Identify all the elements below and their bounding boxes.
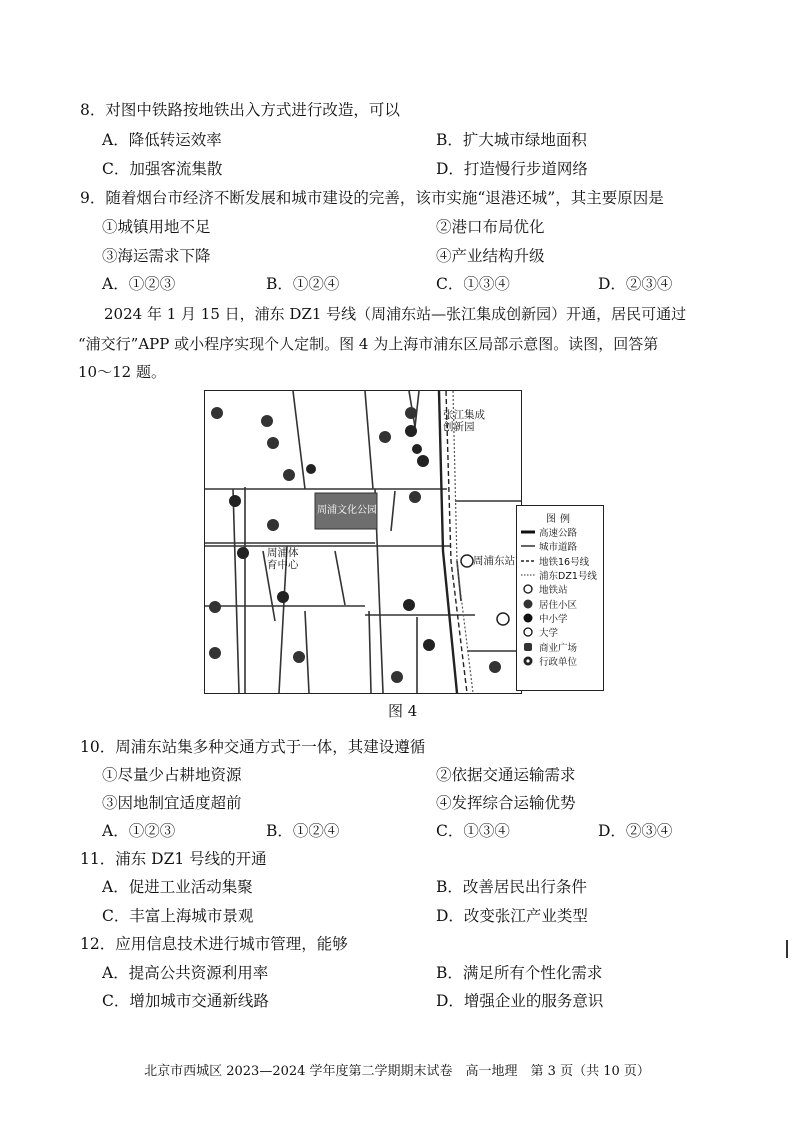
q9-item-3: ③海运需求下降	[102, 247, 211, 265]
legend-item	[517, 539, 603, 553]
q9-option-c: C．①③④	[436, 275, 510, 293]
legend-item	[517, 525, 603, 539]
q8-option-c: C．加强客流集散	[102, 160, 223, 178]
q8-stem: 8．对图中铁路按地铁出入方式进行改造，可以	[80, 101, 400, 119]
legend-label: 大学	[539, 628, 559, 640]
q12-option-c: C．增加城市交通新线路	[102, 992, 269, 1010]
q9-option-b: B．①②④	[266, 275, 340, 293]
q9-option-d: D．②③④	[598, 275, 673, 293]
label-park: 周浦文化公园	[317, 505, 377, 516]
q9-item-4: ④产业结构升级	[436, 247, 545, 265]
q12-stem: 12．应用信息技术进行城市管理，能够	[80, 935, 348, 953]
residential-markers	[209, 407, 501, 683]
legend-label: 行政单位	[539, 656, 578, 668]
metro-line-16	[446, 391, 467, 693]
q11-option-d: D．改变张江产业类型	[436, 907, 588, 925]
label-sports-2: 育中心	[267, 559, 299, 571]
highway-line-icon	[521, 527, 535, 537]
q8-option-b: B．扩大城市绿地面积	[436, 131, 587, 149]
legend-item	[517, 611, 603, 625]
legend-item	[517, 625, 603, 639]
q10-item-1: ①尽量少占耕地资源	[102, 766, 242, 784]
legend-label: 城市道路	[539, 542, 578, 554]
label-zhangjiang-2: 创新园	[443, 421, 475, 433]
metro-station-marker	[461, 555, 473, 567]
q9-item-2: ②港口布局优化	[436, 218, 545, 236]
map-drawing	[205, 391, 521, 693]
q12-option-a: A．提高公共资源利用率	[102, 964, 269, 982]
q11-stem: 11．浦东 DZ1 号线的开通	[80, 850, 267, 868]
admin-markers	[229, 464, 435, 651]
q10-item-2: ②依据交通运输需求	[436, 766, 576, 784]
legend-item	[517, 582, 603, 596]
map-legend	[516, 505, 604, 691]
legend-label: 居住小区	[539, 599, 578, 611]
q9-stem: 9．随着烟台市经济不断发展和城市建设的完善，该市实施“退港还城”，其主要原因是	[80, 189, 664, 207]
legend-item	[517, 568, 603, 582]
q9-item-1: ①城镇用地不足	[102, 218, 211, 236]
legend-title: 图例	[546, 514, 574, 525]
map-figure	[204, 390, 522, 694]
legend-item	[517, 654, 603, 668]
legend-label: 地铁站	[539, 585, 568, 597]
label-station: 周浦东站	[473, 555, 515, 567]
q9-option-a: A．①②③	[102, 275, 176, 293]
legend-label: 中小学	[539, 613, 568, 625]
legend-label: 高速公路	[539, 528, 578, 540]
q8-option-a: A．降低转运效率	[102, 131, 222, 149]
residential-icon	[521, 599, 535, 609]
legend-item	[517, 596, 603, 610]
q10-option-c: C．①③④	[436, 822, 510, 840]
school-icon	[521, 613, 535, 623]
intro-line-1: 2024 年 1 月 15 日，浦东 DZ1 号线（周浦东站—张江集成创新园）开通，居民可通过	[104, 305, 687, 323]
dz1-line-icon	[521, 570, 535, 580]
q10-option-a: A．①②③	[102, 822, 176, 840]
intro-line-2: “浦交行”APP 或小程序实现个人定制。图 4 为上海市浦东区局部示意图。读图，回答第	[78, 335, 659, 353]
legend-label: 地铁16号线	[539, 556, 590, 568]
q10-stem: 10．周浦东站集多种交通方式于一体，其建设遵循	[80, 738, 426, 756]
q12-option-b: B．满足所有个性化需求	[436, 964, 603, 982]
q10-item-3: ③因地制宜适度超前	[102, 794, 242, 812]
intro-line-3: 10～12 题。	[78, 363, 166, 381]
legend-label: 浦东DZ1号线	[539, 571, 597, 583]
university-marker	[497, 613, 509, 625]
admin-icon	[521, 656, 535, 666]
city-roads	[205, 391, 521, 693]
city-road-line-icon	[521, 541, 535, 551]
legend-item	[517, 554, 603, 568]
page-footer: 北京市西城区 2023—2024 学年度第二学期期末试卷 高一地理 第 3 页（共 10 页）	[144, 1064, 650, 1079]
q10-item-4: ④发挥综合运输优势	[436, 794, 576, 812]
scan-edge-mark	[786, 940, 788, 958]
label-sports: 周浦体	[267, 547, 299, 559]
metro-station-icon	[521, 584, 535, 594]
dz1-line	[453, 391, 473, 693]
metro16-line-icon	[521, 556, 535, 566]
figure-caption: 图 4	[388, 702, 418, 720]
legend-item	[517, 639, 603, 653]
q8-option-d: D．打造慢行步道网络	[436, 160, 588, 178]
q11-option-a: A．促进工业活动集聚	[102, 878, 253, 896]
q11-option-b: B．改善居民出行条件	[436, 878, 587, 896]
q10-option-b: B．①②④	[266, 822, 340, 840]
mall-icon	[521, 642, 535, 652]
label-zhangjiang: 张江集成	[443, 409, 485, 421]
q12-option-d: D．增强企业的服务意识	[436, 992, 604, 1010]
q10-option-d: D．②③④	[598, 822, 673, 840]
university-icon	[521, 627, 535, 637]
q11-option-c: C．丰富上海城市景观	[102, 907, 254, 925]
legend-label: 商业广场	[539, 642, 578, 654]
